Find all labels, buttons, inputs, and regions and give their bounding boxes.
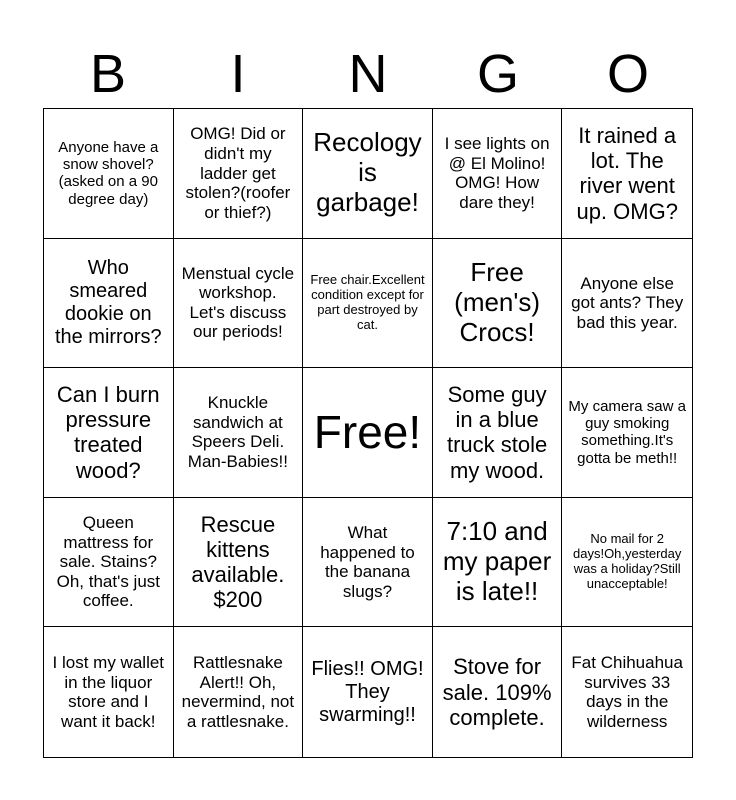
bingo-cell[interactable] (44, 239, 174, 369)
bingo-cell[interactable] (44, 498, 174, 628)
bingo-cell[interactable] (562, 627, 692, 757)
bingo-cell[interactable] (562, 109, 692, 239)
cell-text: What happened to the banana slugs? (320, 523, 415, 601)
bingo-cell[interactable] (433, 239, 563, 369)
cell-text: Free chair.Excellent condition except for part destroyed by cat. (310, 272, 425, 332)
cell-text: Rescue kittens available. $200 (191, 511, 285, 613)
cell-text: No mail for 2 days!Oh,yesterday was a holiday?Still unacceptable! (573, 531, 682, 592)
bingo-header (43, 40, 693, 108)
bingo-card-grid (43, 108, 693, 758)
bingo-cell[interactable] (303, 109, 433, 239)
bingo-cell[interactable] (174, 498, 304, 628)
bingo-cell[interactable] (174, 239, 304, 369)
header-letter-b: B (89, 44, 127, 104)
cell-text: Knuckle sandwich at Speers Deli. Man-Babies!! (187, 393, 288, 472)
bingo-cell[interactable] (44, 109, 174, 239)
cell-text: Recology is garbage! (313, 127, 422, 218)
bingo-cell[interactable] (303, 627, 433, 757)
cell-text: Queen mattress for sale. Stains? Oh, that's just coffee. (56, 513, 160, 611)
cell-text: I lost my wallet in the liquor store and I want it back! (52, 653, 165, 731)
cell-text: My camera saw a guy smoking something.It's gotta be meth!! (568, 397, 686, 467)
bingo-cell[interactable] (174, 109, 304, 239)
cell-text: Flies!! OMG! They swarming!! (311, 657, 424, 726)
bingo-cell[interactable] (174, 368, 304, 498)
bingo-cell[interactable] (433, 498, 563, 628)
bingo-cell[interactable] (433, 627, 563, 757)
bingo-cell[interactable] (562, 239, 692, 369)
bingo-cell-free[interactable] (303, 368, 433, 498)
cell-text: Anyone have a snow shovel? (asked on a 90 degree day) (58, 138, 159, 208)
bingo-cell[interactable] (433, 368, 563, 498)
bingo-cell[interactable] (433, 109, 563, 239)
cell-text: Free! (313, 406, 422, 459)
cell-text: I see lights on @ El Molino! OMG! How dare they! (444, 134, 550, 212)
header-letter-g: G (476, 44, 519, 104)
bingo-cell[interactable] (44, 368, 174, 498)
cell-text: Stove for sale. 109% complete. (442, 654, 552, 730)
cell-text: Who smeared dookie on the mirrors? (54, 256, 162, 348)
bingo-cell[interactable] (562, 498, 692, 628)
header-letter-n: N (348, 44, 388, 104)
cell-text: It rained a lot. The river went up. OMG? (576, 122, 678, 224)
cell-text: Anyone else got ants? They bad this year. (571, 273, 684, 332)
header-letter-i: I (230, 44, 246, 104)
header-letter-o: O (606, 44, 649, 104)
bingo-cell[interactable] (44, 627, 174, 757)
bingo-cell[interactable] (174, 627, 304, 757)
cell-text: OMG! Did or didn't my ladder get stolen?(roofer or thief?) (185, 124, 291, 222)
cell-text: Can I burn pressure treated wood? (56, 381, 160, 483)
cell-text: Some guy in a blue truck stole my wood. (446, 381, 548, 483)
cell-text: 7:10 and my paper is late!! (442, 516, 552, 607)
cell-text: Menstual cycle workshop. Let's discuss our periods! (181, 263, 295, 342)
bingo-cell[interactable] (303, 239, 433, 369)
cell-text: Free (men's) Crocs! (454, 257, 541, 347)
cell-text: Fat Chihuahua survives 33 days in the wilderness (571, 653, 683, 731)
bingo-cell[interactable] (562, 368, 692, 498)
cell-text: Rattlesnake Alert!! Oh, nevermind, not a rattlesnake. (181, 653, 295, 731)
bingo-cell[interactable] (303, 498, 433, 628)
